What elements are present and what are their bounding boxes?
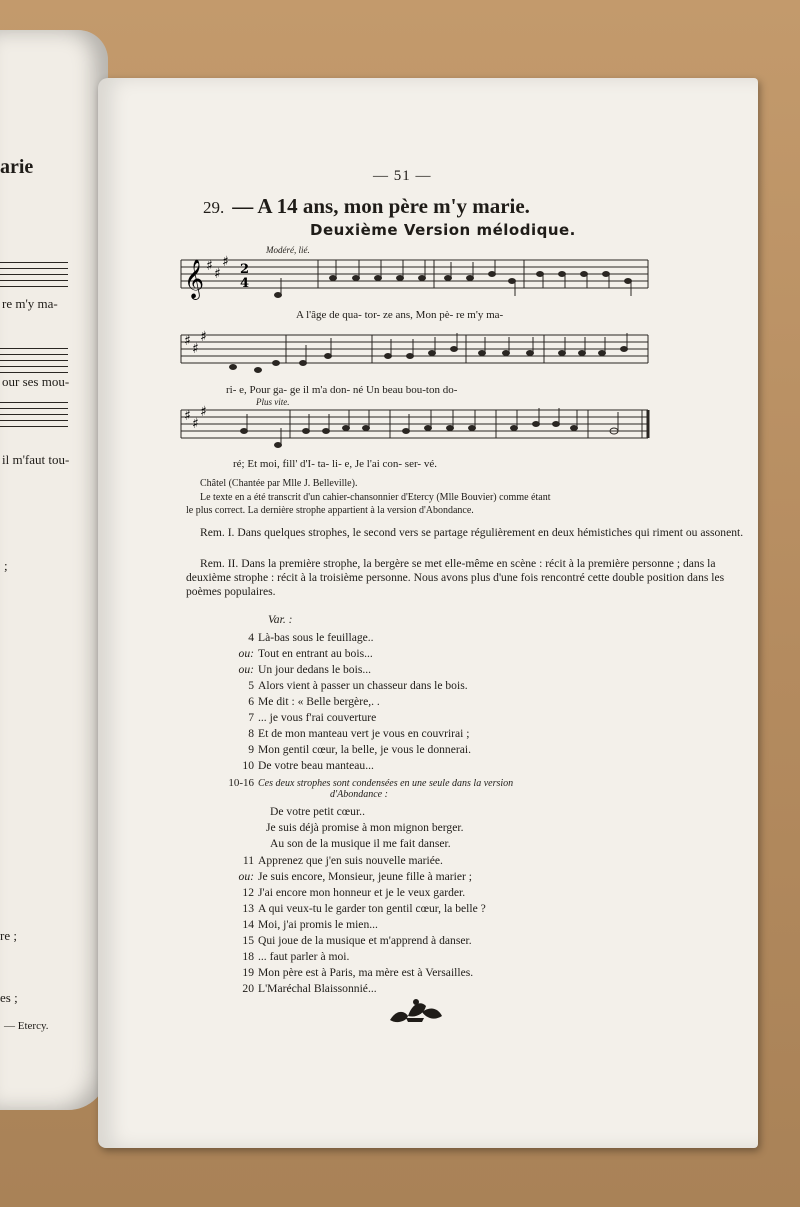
svg-text:♯: ♯ xyxy=(192,341,199,357)
song-title xyxy=(203,194,530,219)
variant-line: 20 L'Maréchal Blaissonnié... xyxy=(242,982,377,995)
song-number: 29. xyxy=(203,198,225,217)
remark-1: Rem. I. Dans quelques strophes, le second vers se partage régulièrement en deux hémistiches qui riment ou assonent. xyxy=(200,526,744,539)
variant-line: ou: Un jour dedans le bois... xyxy=(238,663,372,676)
svg-text:♯: ♯ xyxy=(206,258,213,274)
svg-text:4: 4 xyxy=(240,276,250,291)
variant-line: 10 De votre beau manteau... xyxy=(242,759,374,772)
variant-line: 15 Qui joue de la musique et m'apprend à danser. xyxy=(242,934,472,947)
variant-line: 7 ... je vous f'rai couverture xyxy=(248,711,377,724)
source-singer: Châtel (Chantée par Mlle J. Belleville). xyxy=(200,478,358,489)
page-number: — 51 — xyxy=(373,168,432,184)
variant-line: ou: Tout en entrant au bois... xyxy=(238,647,373,660)
music-staff-3 xyxy=(178,398,658,460)
variant-line: Je suis déjà promise à mon mignon berger. xyxy=(266,821,464,834)
variant-line: ou: Je suis encore, Monsieur, jeune fille à marier ; xyxy=(238,870,472,883)
svg-text:♯: ♯ xyxy=(200,404,207,420)
variant-line: 19 Mon père est à Paris, ma mère est à Versailles. xyxy=(242,966,474,979)
variant-note: 10-16 Ces deux strophes sont condensées en une seule dans la version xyxy=(228,777,514,789)
song-subtitle: Deuxième Version mélodique. xyxy=(310,221,576,239)
remark-2: Rem. II. Dans la première strophe, la bergère se met elle-même en scène : récit à la première personne ; dans la deuxième strophe : récit à la troisième personne. Nous avons plus d'une fois rencontré cette double position dans les poèmes populaires. xyxy=(186,557,725,598)
variant-note-cont: d'Abondance : xyxy=(330,789,388,800)
variant-line: 6 Me dit : « Belle bergère,. . xyxy=(248,695,380,708)
music-staff-1 xyxy=(178,248,658,310)
svg-text:♯: ♯ xyxy=(200,329,207,345)
left-staff xyxy=(0,402,68,428)
lyrics-line-2: ri- e, Pour ga- ge il m'a don- né Un beau bou-ton do- xyxy=(226,384,458,396)
tempo-marking: Modéré, lié. xyxy=(266,245,310,255)
left-lyric-1: re m'y ma- xyxy=(2,296,58,311)
variant-line: 18 ... faut parler à moi. xyxy=(242,950,350,963)
lyrics-line-3: ré; Et moi, fill' d'I- ta- li- e, Je l'ai con- ser- vé. xyxy=(233,458,437,470)
book-page xyxy=(98,78,758,1148)
left-fragment: re ; xyxy=(0,928,17,943)
variant-line: 13 A qui veux-tu le garder ton gentil cœur, la belle ? xyxy=(242,902,486,915)
variant-line: 8 Et de mon manteau vert je vous en couvrirai ; xyxy=(248,727,470,740)
source-note-1: Le texte en a été transcrit d'un cahier-chansonnier d'Etercy (Mlle Bouvier) comme étant xyxy=(200,492,551,503)
music-staff-2 xyxy=(178,323,658,385)
variant-line: 9 Mon gentil cœur, la belle, je vous le donnerai. xyxy=(248,743,471,756)
variant-line: 4 Là-bas sous le feuillage.. xyxy=(248,631,374,644)
variant-line: 14 Moi, j'ai promis le mien... xyxy=(242,918,378,931)
lyrics-line-1: A l'âge de qua- tor- ze ans, Mon pè- re m'y ma- xyxy=(296,309,504,321)
left-fragment: es ; xyxy=(0,990,18,1005)
left-title-fragment: arie xyxy=(0,156,34,178)
variant-line: 5 Alors vient à passer un chasseur dans le bois. xyxy=(248,679,468,692)
left-fragment: — Etercy. xyxy=(4,1020,49,1032)
left-fragment: ; xyxy=(4,558,8,573)
left-staff xyxy=(0,348,68,374)
svg-text:♯: ♯ xyxy=(184,333,191,349)
variant-line: Au son de la musique il me fait danser. xyxy=(270,837,451,850)
left-lyric-3: il m'faut tou- xyxy=(2,452,70,467)
variant-line: De votre petit cœur.. xyxy=(270,805,365,818)
svg-text:2: 2 xyxy=(240,262,250,277)
source-note-2: le plus correct. La dernière strophe appartient à la version d'Abondance. xyxy=(186,505,474,516)
left-lyric-2: our ses mou- xyxy=(2,374,70,389)
song-title-text: — A 14 ans, mon père m'y marie. xyxy=(232,194,530,218)
svg-text:♯: ♯ xyxy=(192,416,199,432)
svg-text:𝄞: 𝄞 xyxy=(184,259,205,299)
svg-text:♯: ♯ xyxy=(184,408,191,424)
left-staff xyxy=(0,262,68,288)
svg-text:♯: ♯ xyxy=(214,266,221,282)
variant-line: 12 J'ai encore mon honneur et je le veux garder. xyxy=(242,886,466,899)
variants-heading: Var. : xyxy=(268,613,293,626)
tempo-marking-2: Plus vite. xyxy=(256,397,290,407)
svg-text:♯: ♯ xyxy=(222,254,229,270)
left-page xyxy=(0,30,108,1110)
variant-line: 11 Apprenez que j'en suis nouvelle mariée. xyxy=(242,854,443,867)
floral-ornament-icon xyxy=(386,996,446,1026)
